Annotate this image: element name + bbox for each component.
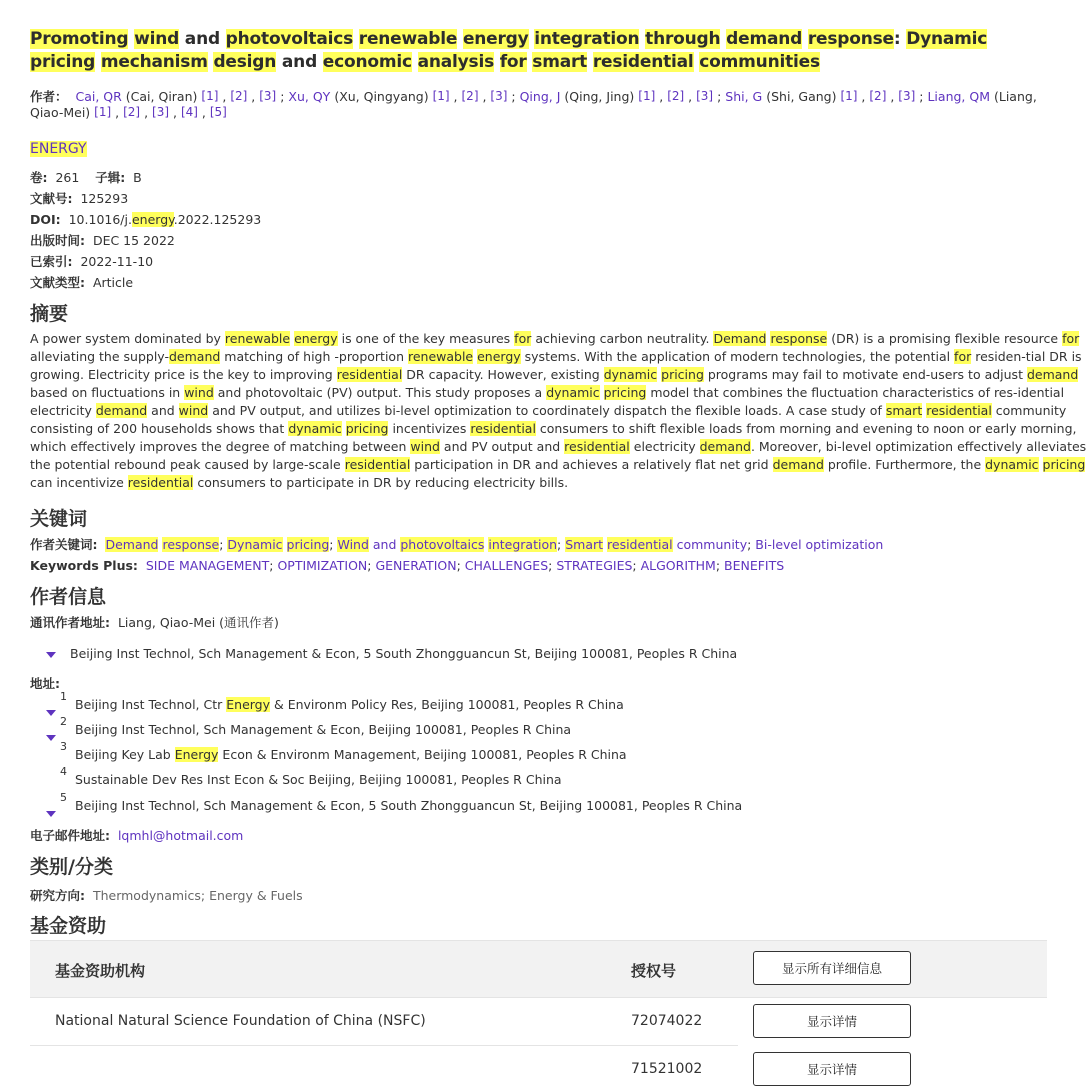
address-ref-link[interactable]: [3] xyxy=(152,105,170,119)
journal-name[interactable] xyxy=(30,140,87,159)
author-info-heading: 作者信息 xyxy=(30,586,107,608)
doc-type-row: 文献类型: Article xyxy=(30,275,134,290)
address-text: Beijing Key Lab Energy Econ & Environm Management, Beijing 100081, Peoples R China xyxy=(75,747,627,762)
volume-value: 261 xyxy=(55,170,80,185)
author-link[interactable]: Xu, QY xyxy=(288,89,331,104)
keyword-plus-link[interactable]: STRATEGIES xyxy=(556,558,633,573)
research-area: Energy & Fuels xyxy=(209,888,303,903)
address-ref-link[interactable]: [3] xyxy=(898,89,916,103)
abstract-line: growing. Electricity price is the key to improving residential DR capacity. However, existing dynamic pricing programs may fail to motivate end-users to adjust demand xyxy=(30,367,1079,382)
author-keywords-row: 作者关键词: Demand response; Dynamic pricing; Wind and photovoltaics integration; Smart residential community; Bi-level optimization xyxy=(30,537,884,552)
research-area-row: 研究方向: Thermodynamics; Energy & Fuels xyxy=(30,888,303,903)
abstract-text xyxy=(30,330,1086,492)
address-ref-link[interactable]: [1] xyxy=(432,89,450,103)
pub-date-row: 出版时间: DEC 15 2022 xyxy=(30,233,175,248)
address-text: Sustainable Dev Res Inst Econ & Soc Beijing, Beijing 100081, Peoples R China xyxy=(75,772,562,787)
doi-row: DOI: 10.1016/j.energy.2022.125293 xyxy=(30,212,262,227)
address-ref-link[interactable]: [3] xyxy=(696,89,714,103)
categories-heading: 类别/分类 xyxy=(30,856,113,878)
chevron-down-icon[interactable] xyxy=(46,811,56,817)
keyword-plus-link[interactable]: CHALLENGES xyxy=(464,558,549,573)
chevron-down-icon[interactable] xyxy=(46,735,56,741)
author-link[interactable]: Cai, QR xyxy=(75,89,122,104)
funding-grant: 72074022 xyxy=(631,1013,703,1029)
author-keyword-link[interactable]: Smart residential community xyxy=(565,537,748,552)
abstract-line: can incentivize residential consumers to participate in DR by reducing electricity bills. xyxy=(30,475,569,490)
keyword-plus-link[interactable]: SIDE MANAGEMENT xyxy=(145,558,270,573)
show-details-button[interactable]: 显示详情 xyxy=(753,1004,911,1038)
indexed-row: 已索引: 2022-11-10 xyxy=(30,254,154,269)
author-link[interactable]: Qing, J xyxy=(519,89,561,104)
keywords-heading: 关键词 xyxy=(30,508,88,530)
divider xyxy=(30,997,1047,998)
funding-agency: National Natural Science Foundation of China (NSFC) xyxy=(55,1013,426,1029)
volume-row: 卷: 261 子辑: B xyxy=(30,170,142,185)
abstract-line: A power system dominated by renewable energy is one of the key measures for achieving carbon neutrality. Demand response (DR) is a promising flexible resource for xyxy=(30,331,1080,346)
keyword-plus-link[interactable]: ALGORITHM xyxy=(640,558,716,573)
author-list: 作者： Cai, QR (Cai, Qiran) [1] , [2] , [3] ; Xu, QY (Xu, Qingyang) [1] , [2] , [3] ; Qing, J (Qing, Jing) [1] , [2] , [3] ; Shi, G (Shi, Gang) [1] , [2] , [3] ; Liang, QM (Liang, Qiao-Mei) [1] , [2] , [3] , [4] , [5] xyxy=(30,89,1037,120)
address-ref-link[interactable]: [1] xyxy=(94,105,112,119)
address-number: 2 xyxy=(60,715,67,728)
journal-link[interactable]: ENERGY xyxy=(30,141,87,157)
email-row: 电子邮件地址: lqmhl@hotmail.com xyxy=(30,828,244,843)
address-text: Beijing Inst Technol, Ctr Energy & Environm Policy Res, Beijing 100081, Peoples R China xyxy=(75,697,624,712)
author-keyword-link[interactable]: Wind and photovoltaics integration xyxy=(337,537,558,552)
author-link[interactable]: Shi, G xyxy=(725,89,763,104)
address-number: 4 xyxy=(60,765,67,778)
chevron-down-icon[interactable] xyxy=(46,652,56,658)
research-area: Thermodynamics xyxy=(92,888,201,903)
address-text: Beijing Inst Technol, Sch Management & Econ, Beijing 100081, Peoples R China xyxy=(75,722,572,737)
address-number: 3 xyxy=(60,740,67,753)
address-ref-link[interactable]: [3] xyxy=(490,89,508,103)
keywords-plus-row: Keywords Plus: SIDE MANAGEMENT; OPTIMIZATION; GENERATION; CHALLENGES; STRATEGIES; ALGORITHM; BENEFITS xyxy=(30,558,785,573)
show-all-details-button[interactable]: 显示所有详细信息 xyxy=(753,951,911,985)
abstract-line: the potential rebound peak caused by large-scale residential participation in DR and achieves a relatively flat net grid demand profile. Furthermore, the dynamic pricing xyxy=(30,457,1086,472)
chevron-down-icon[interactable] xyxy=(46,710,56,716)
col-agency-header: 基金资助机构 xyxy=(55,962,146,980)
author-keyword-link[interactable]: Demand response xyxy=(105,537,220,552)
abstract-line: based on fluctuations in wind and photovoltaic (PV) output. This study proposes a dynamic pricing model that combines the fluctuation characteristics of res-idential xyxy=(30,385,1065,400)
article-number-row: 文献号: 125293 xyxy=(30,191,129,206)
address-text: Beijing Inst Technol, Sch Management & Econ, 5 South Zhongguancun St, Beijing 100081, Peoples R China xyxy=(75,798,743,813)
corresponding-address: Beijing Inst Technol, Sch Management & Econ, 5 South Zhongguancun St, Beijing 100081, Peoples R China xyxy=(70,646,738,661)
email-link[interactable]: lqmhl@hotmail.com xyxy=(117,828,244,843)
address-ref-link[interactable]: [1] xyxy=(840,89,858,103)
address-ref-link[interactable]: [3] xyxy=(259,89,277,103)
abstract-line: electricity demand and wind and PV output, and utilizes bi-level optimization to coordinately dispatch the flexible loads. A case study of smart residential community xyxy=(30,403,1067,418)
address-label: 地址: xyxy=(30,676,60,691)
author-keyword-link[interactable]: Dynamic pricing xyxy=(227,537,330,552)
keyword-plus-link[interactable]: GENERATION xyxy=(375,558,457,573)
keyword-plus-link[interactable]: OPTIMIZATION xyxy=(277,558,368,573)
author-keyword-link[interactable]: Bi-level optimization xyxy=(755,537,884,552)
col-grant-header: 授权号 xyxy=(631,962,677,980)
keyword-plus-link[interactable]: BENEFITS xyxy=(724,558,785,573)
address-number: 1 xyxy=(60,690,67,703)
abstract-line: alleviating the supply-demand matching of high -proportion renewable energy systems. With the application of modern technologies, the potential for residen-tial DR is xyxy=(30,349,1082,364)
author-link[interactable]: Liang, QM xyxy=(927,89,990,104)
address-ref-link[interactable]: [2] xyxy=(123,105,141,119)
article-number-value: 125293 xyxy=(80,191,129,206)
address-ref-link[interactable]: [2] xyxy=(869,89,887,103)
corresponding-row: 通讯作者地址: Liang, Qiao-Mei (通讯作者) xyxy=(30,615,279,630)
address-ref-link[interactable]: [4] xyxy=(180,105,198,119)
funding-grant: 71521002 xyxy=(631,1061,703,1077)
pub-date-value: DEC 15 2022 xyxy=(92,233,175,248)
address-ref-link[interactable]: [5] xyxy=(209,105,227,119)
address-number: 5 xyxy=(60,791,67,804)
address-ref-link[interactable]: [2] xyxy=(230,89,248,103)
address-ref-link[interactable]: [2] xyxy=(461,89,479,103)
address-ref-link[interactable]: [1] xyxy=(201,89,219,103)
subseries-value: B xyxy=(133,170,142,185)
abstract-line: which effectively improves the degree of matching between wind and PV output and residential electricity demand. Moreover, bi-level optimization effectively alleviates xyxy=(30,439,1086,454)
article-title: Promoting wind and photovoltaics renewable energy integration through demand response: Dynamic pricing mechanism design and economic analysis for smart residential communities xyxy=(30,29,988,72)
abstract-heading: 摘要 xyxy=(30,303,69,325)
corresponding-author: Liang, Qiao-Mei xyxy=(117,615,216,630)
funding-heading: 基金资助 xyxy=(30,915,107,937)
show-details-button[interactable]: 显示详情 xyxy=(753,1052,911,1086)
doc-type-value: Article xyxy=(92,275,134,290)
address-ref-link[interactable]: [2] xyxy=(667,89,685,103)
abstract-line: consisting of 200 households shows that dynamic pricing incentivizes residential consumers to shift flexible loads from morning and evening to noon or early morning, xyxy=(30,421,1077,436)
indexed-value: 2022-11-10 xyxy=(80,254,154,269)
divider xyxy=(30,1045,738,1046)
address-ref-link[interactable]: [1] xyxy=(638,89,656,103)
